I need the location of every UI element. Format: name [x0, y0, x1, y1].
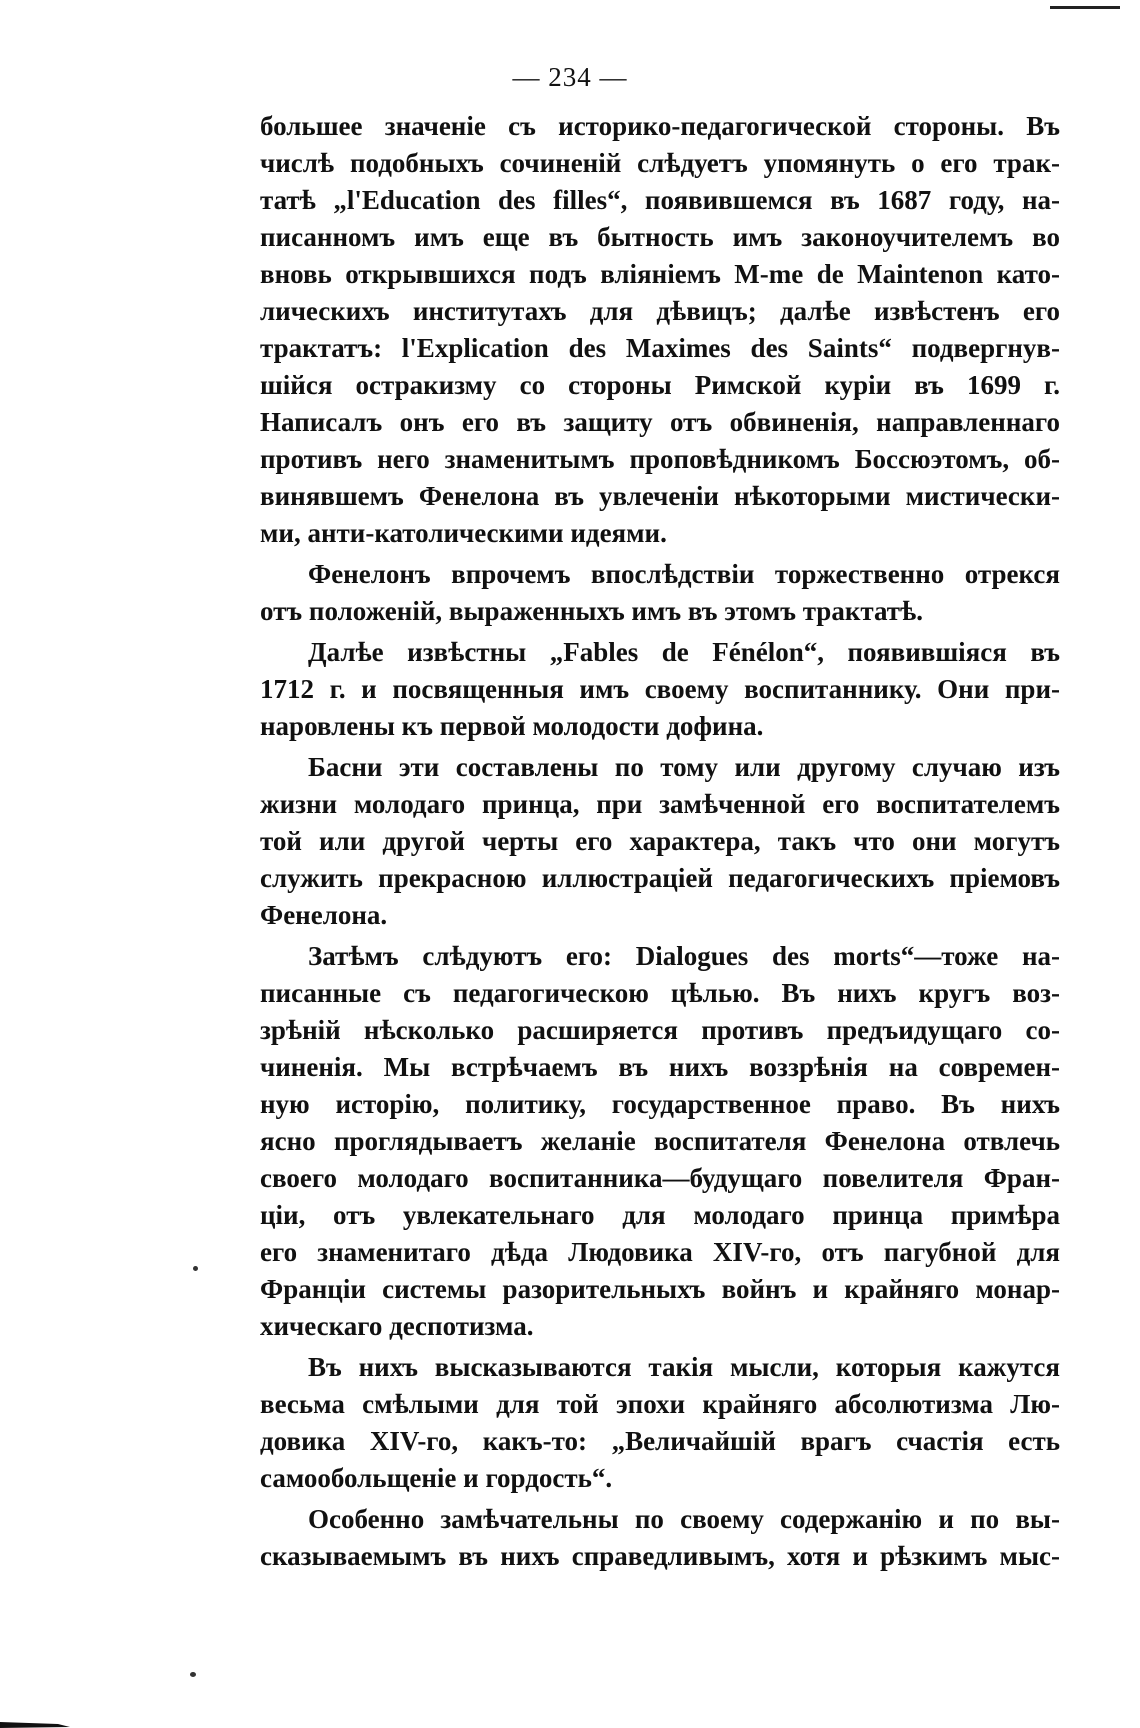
text-line: ную исторію, политику, государственное право. Въ нихъ: [260, 1089, 1060, 1119]
text-line: винявшемъ Фенелона въ увлеченіи нѣкоторыми мистически-: [260, 481, 1060, 511]
text-line: наровлены къ первой молодости дофина.: [260, 711, 764, 741]
paragraph-7: [260, 1501, 1060, 1575]
text-line: весьма смѣлыми для той эпохи крайняго абсолютизма Лю-: [260, 1389, 1060, 1419]
text-line: ціи, отъ увлекательнаго для молодаго принца примѣра: [260, 1200, 1060, 1230]
text-line: Фенелонъ впрочемъ впослѣдствіи торжественно отрекся: [308, 559, 1060, 589]
text-line: Въ нихъ высказываются такія мысли, которыя кажутся: [308, 1352, 1060, 1382]
text-line: Басни эти составлены по тому или другому случаю изъ: [308, 752, 1060, 782]
text-line: довика XIV-го, какъ-то: „Величайшій врагъ счастія есть: [260, 1426, 1060, 1456]
text-line: ясно проглядываетъ желаніе воспитателя Фенелона отвлечь: [260, 1126, 1060, 1156]
text-line: зрѣній нѣсколько расширяется противъ предъидущаго со-: [260, 1015, 1060, 1045]
text-line: татѣ „l'Education des filles“, появившемся въ 1687 году, на-: [260, 185, 1060, 215]
text-line: большее значеніе съ историко-педагогической стороны. Въ: [260, 111, 1060, 141]
text-line: ми, анти-католическими идеями.: [260, 518, 667, 548]
margin-speck: [190, 1672, 196, 1677]
text-line: Особенно замѣчательны по своему содержанію и по вы-: [308, 1504, 1060, 1534]
text-line: писанномъ имъ еще въ бытность имъ законоучителемъ во: [260, 222, 1060, 252]
top-edge-rule: [1050, 6, 1120, 9]
text-line: 1712 г. и посвященныя имъ своему воспитаннику. Они при-: [260, 674, 1060, 704]
margin-speck: [193, 1266, 198, 1271]
paragraph-2: [260, 556, 1060, 630]
text-line: шійся остракизму со стороны Римской куріи въ 1699 г.: [260, 370, 1060, 400]
text-line: Написалъ онъ его въ защиту отъ обвиненія, направленнаго: [260, 407, 1060, 437]
text-line: той или другой черты его характера, такъ что они могутъ: [260, 826, 1060, 856]
text-line: его знаменитаго дѣда Людовика XIV-го, отъ пагубной для: [260, 1237, 1060, 1267]
paragraph-3: [260, 634, 1060, 745]
paragraph-1: [260, 108, 1060, 552]
page-number: — 234 —: [512, 62, 628, 92]
text-line: вновь открывшихся подъ вліяніемъ M-me de Maintenon като-: [260, 259, 1060, 289]
text-line: служить прекрасною иллюстраціей педагогическихъ пріемовъ: [260, 863, 1060, 893]
text-line: писанные съ педагогическою цѣлью. Въ нихъ кругъ воз-: [260, 978, 1060, 1008]
body-text: [260, 108, 1060, 1579]
text-line: Затѣмъ слѣдуютъ его: Dialogues des morts“—тоже на-: [308, 941, 1060, 971]
text-line: Далѣе извѣстны „Fables de Fénélon“, появившіяся въ: [308, 637, 1060, 667]
paragraph-4: [260, 749, 1060, 934]
text-line: противъ него знаменитымъ проповѣдникомъ Боссюэтомъ, об-: [260, 444, 1060, 474]
text-line: жизни молодаго принца, при замѣченной его воспитателемъ: [260, 789, 1060, 819]
text-line: Фенелона.: [260, 900, 388, 930]
text-line: самообольщеніе и гордость“.: [260, 1463, 613, 1493]
text-line: чиненія. Мы встрѣчаемъ въ нихъ воззрѣнія на современ-: [260, 1052, 1060, 1082]
paragraph-5: [260, 938, 1060, 1345]
text-line: трактатъ: l'Explication des Maximes des Saints“ подвергнув-: [260, 333, 1060, 363]
text-line: сказываемымъ въ нихъ справедливымъ, хотя и рѣзкимъ мыс-: [260, 1541, 1060, 1571]
text-line: отъ положеній, выраженныхъ имъ въ этомъ трактатѣ.: [260, 596, 923, 626]
scan-corner-mark: [0, 1712, 72, 1728]
text-line: хическаго деспотизма.: [260, 1311, 534, 1341]
text-line: лическихъ институтахъ для дѣвицъ; далѣе извѣстенъ его: [260, 296, 1060, 326]
text-line: своего молодаго воспитанника—будущаго повелителя Фран-: [260, 1163, 1060, 1193]
text-line: Франціи системы разорительныхъ войнъ и крайняго монар-: [260, 1274, 1060, 1304]
text-line: числѣ подобныхъ сочиненій слѣдуетъ упомянуть о его трак-: [260, 148, 1060, 178]
paragraph-6: [260, 1349, 1060, 1497]
